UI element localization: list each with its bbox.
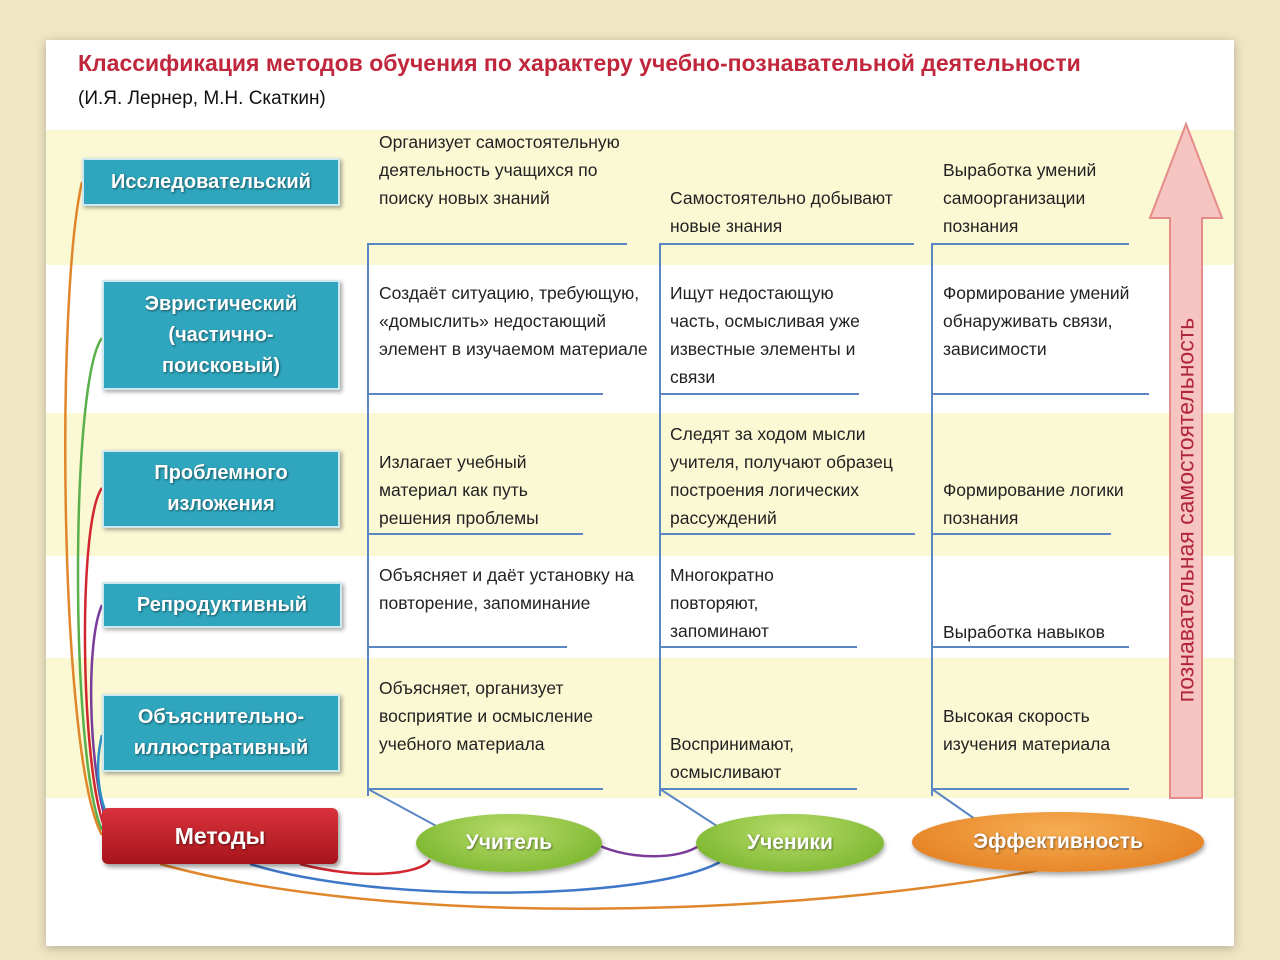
- efficiency-divider-2: [931, 393, 1149, 395]
- students-cell-1: Самостоятельно добывают новые знания: [670, 188, 893, 236]
- teacher-divider-1: [367, 243, 627, 245]
- method-problem: Проблемного изложения: [102, 450, 340, 528]
- teacher-cell-2: Создаёт ситуацию, требующую, «домыслить» недостающий элемент в изучаемом материале: [379, 283, 648, 359]
- teacher-divider-3: [367, 533, 583, 535]
- diagram-title: Классификация методов обучения по характеру учебно-познавательной деятельности: [78, 50, 1081, 76]
- students-column-line: [659, 244, 661, 796]
- students-divider-1: [659, 243, 914, 245]
- teacher-ellipse: Учитель: [416, 814, 602, 872]
- efficiency-divider-4: [931, 646, 1129, 648]
- teacher-cell-4: Объясняет и даёт установку на повторение, запоминание: [379, 565, 634, 613]
- method-heuristic: Эвристический (частично-поисковый): [102, 280, 340, 390]
- efficiency-divider-3: [931, 533, 1111, 535]
- method-research: Исследовательский: [82, 158, 340, 206]
- efficiency-column-line: [931, 244, 933, 796]
- teacher-divider-5: [367, 788, 603, 790]
- connector-efficiency: [160, 864, 1040, 909]
- connector-teacher-students: [598, 845, 700, 856]
- teacher-cell-3: Излагает учебный материал как путь решения проблемы: [379, 452, 539, 528]
- efficiency-cell-5: Высокая скорость изучения материала: [943, 706, 1111, 754]
- teacher-divider-2: [367, 393, 603, 395]
- teacher-divider-4: [367, 646, 567, 648]
- teacher-cell-1: Организует самостоятельную деятельность учащихся по поиску новых знаний: [379, 132, 620, 208]
- efficiency-cell-3: Формирование логики познания: [943, 480, 1124, 528]
- efficiency-cell-4: Выработка навыков: [943, 622, 1105, 642]
- students-cell-2: Ищут недостающую часть, осмысливая уже известные элементы и связи: [670, 283, 860, 387]
- arrow-label: познавательная самостоятельность: [1172, 317, 1199, 703]
- efficiency-cell-2: Формирование умений обнаруживать связи, зависимости: [943, 283, 1130, 359]
- efficiency-divider-5: [931, 788, 1129, 790]
- teacher-cell-5: Объясняет, организует восприятие и осмысление учебного материала: [379, 678, 594, 754]
- students-cell-5: Воспринимают, осмысливают: [670, 734, 795, 782]
- method-explanatory: Объяснительно-иллюстративный: [102, 694, 340, 772]
- teacher-column-line: [367, 244, 369, 796]
- efficiency-divider-1: [931, 243, 1129, 245]
- efficiency-ellipse: Эффективность: [912, 812, 1204, 872]
- efficiency-cell-1: Выработка умений самоорганизации познания: [943, 160, 1097, 236]
- students-divider-4: [659, 646, 857, 648]
- students-divider-5: [659, 788, 857, 790]
- students-divider-2: [659, 393, 859, 395]
- method-reproductive: Репродуктивный: [102, 582, 342, 628]
- students-cell-4: Многократно повторяют, запоминают: [670, 565, 774, 641]
- students-divider-3: [659, 533, 915, 535]
- students-ellipse: Ученики: [696, 814, 884, 872]
- diagram-subtitle: (И.Я. Лернер, М.Н. Скаткин): [78, 88, 326, 109]
- students-cell-3: Следят за ходом мысли учителя, получают образец построения логических рассуждений: [670, 424, 893, 528]
- methods-box: Методы: [102, 808, 338, 864]
